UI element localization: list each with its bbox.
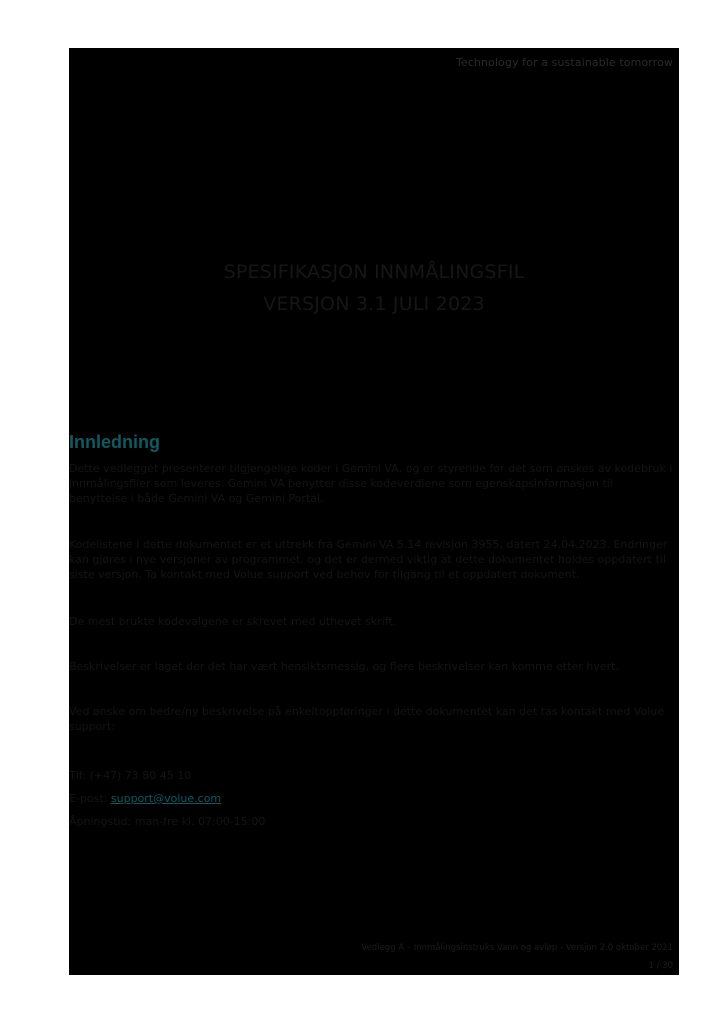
contact-phone: Tlf: (+47) 73 80 45 10 bbox=[69, 769, 192, 782]
paragraph-3: De mest brukte kodevalgene er skrevet med uthevet skrift. bbox=[69, 615, 397, 628]
support-email-link[interactable]: support@volue.com bbox=[110, 792, 222, 805]
footer-text: Vedlegg A – Innmålingsinstruks Vann og avløp - Versjon 2.0 oktober 2021 bbox=[361, 943, 673, 953]
page-number: 1 / 30 bbox=[648, 961, 673, 971]
document-page bbox=[69, 48, 679, 975]
paragraph-5: Ved ønske om bedre/ny beskrivelse på enkeltoppføringer i dette dokumentet kan det tas kontakt med Volue support: bbox=[69, 705, 664, 733]
title-line-1: SPESIFIKASJON INNMÅLINGSFIL bbox=[223, 261, 525, 283]
contact-email-row bbox=[69, 787, 674, 810]
paragraph-1: Dette vedlegget presenterer tilgjengelige koder i Gemini VA, og er styrende for det som ønskes av kodebruk i innmålingsfiler som leveres. Gemini VA benytter disse kodeverdiene som egenskapsinformasjon til benyttelse i både Gemini VA og Gemini Portal. bbox=[69, 462, 673, 505]
section-heading: Innledning bbox=[69, 432, 160, 452]
header-tagline: Technology for a sustainable tomorrow bbox=[455, 56, 673, 69]
contact-email-label: E-post: bbox=[69, 792, 111, 805]
contact-hours: Åpningstid: man-fre kl. 07:00-15:00 bbox=[69, 815, 266, 828]
contact-info bbox=[69, 764, 674, 833]
paragraph-4: Beskrivelser er laget der det har vært hensiktsmessig, og flere beskrivelser kan komme etter hvert. bbox=[69, 660, 619, 673]
paragraph-2: Kodelistene i dette dokumentet er et uttrekk fra Gemini VA 5.14 revisjon 3955, datert 24.04.2023. Endringer kan gjøres i nye versjoner av programmet, og det er dermed viktig at dette dokumentet holdes oppdatert til siste versjon. Ta kontakt med Volue support ved behov for tilgang til et oppdatert dokument. bbox=[69, 538, 668, 581]
title-line-2: VERSJON 3.1 JULI 2023 bbox=[263, 293, 485, 315]
document-title bbox=[69, 256, 679, 320]
